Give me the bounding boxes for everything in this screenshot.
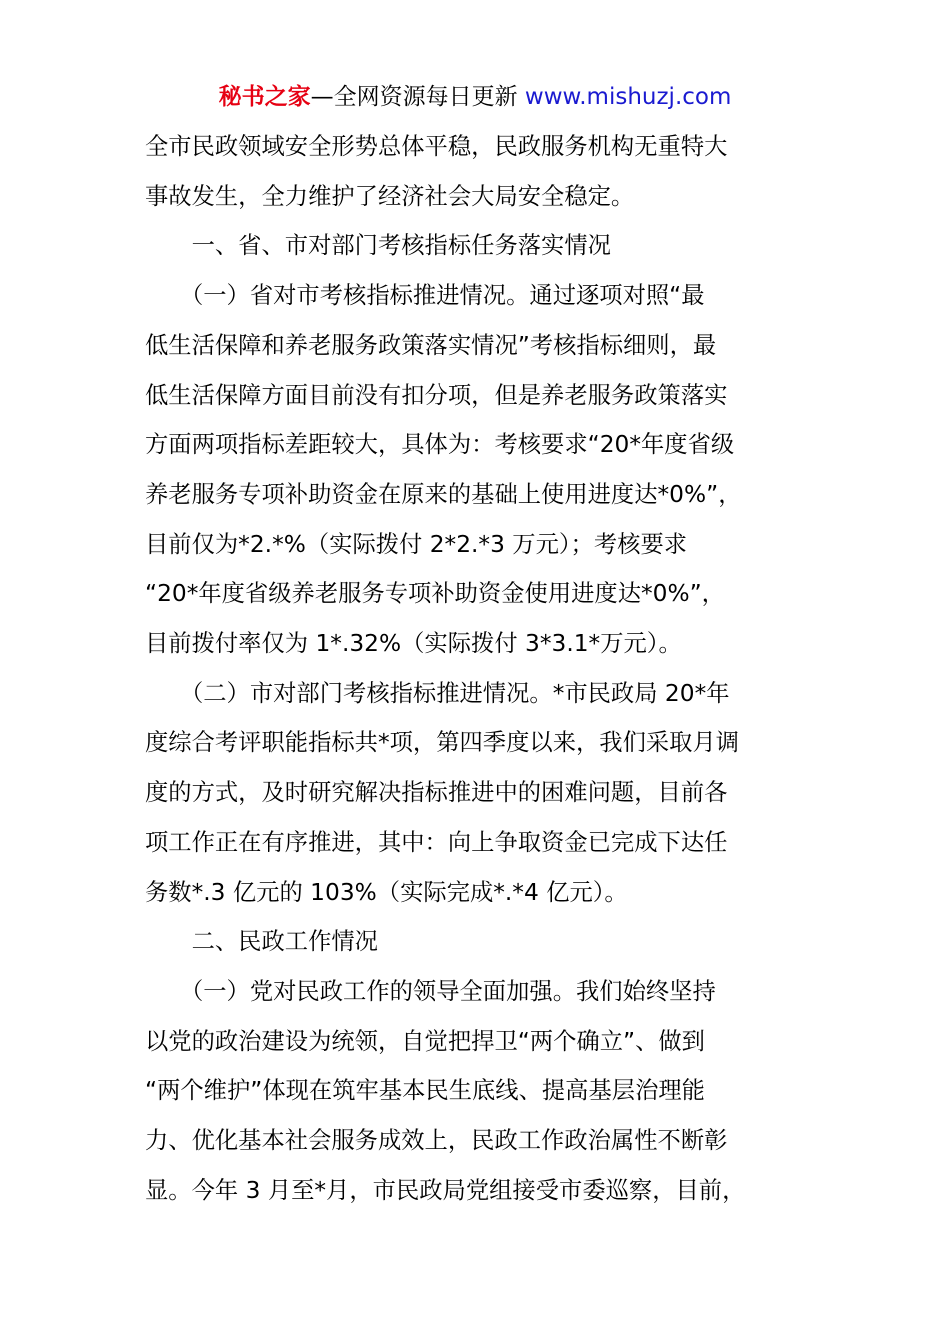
text-line: （一）省对市考核指标推进情况。通过逐项对照“最: [145, 282, 705, 310]
text-line: “20*年度省级养老服务专项补助资金使用进度达*0%”，: [145, 580, 725, 608]
text-line: 力、优化基本社会服务成效上，民政工作政治属性不断彰: [145, 1127, 728, 1155]
text-line: 养老服务专项补助资金在原来的基础上使用进度达*0%”，: [145, 480, 742, 508]
text-line: 度综合考评职能指标共*项，第四季度以来，我们采取月调: [145, 729, 740, 757]
document-body: [145, 122, 815, 1215]
text-line: 以党的政治建设为统领，自觉把捍卫“两个确立”、做到: [145, 1027, 705, 1055]
text-line: 事故发生，全力维护了经济社会大局安全稳定。: [145, 182, 635, 210]
header-slogan: —全网资源每日更新: [310, 84, 525, 110]
text-line: 务数*.3 亿元的 103%（实际完成*.*4 亿元）。: [145, 878, 628, 906]
text-line: 目前仅为*2.*%（实际拨付 2*2.*3 万元）；考核要求: [145, 530, 688, 558]
page-header: [0, 80, 950, 114]
site-url[interactable]: www.mishuzj.com: [524, 84, 732, 110]
text-line: （一）党对民政工作的领导全面加强。我们始终坚持: [145, 977, 716, 1005]
section-heading: 一、省、市对部门考核指标任务落实情况: [145, 232, 611, 260]
text-line: “两个维护”体现在筑牢基本民生底线、提高基层治理能: [145, 1077, 705, 1105]
text-line: （二）市对部门考核指标推进情况。*市民政局 20*年: [145, 679, 730, 707]
text-line: 方面两项指标差距较大，具体为：考核要求“20*年度省级: [145, 431, 735, 459]
text-line: 显。今年 3 月至*月，市民政局党组接受市委巡察，目前，: [145, 1176, 746, 1204]
text-line: 低生活保障和养老服务政策落实情况”考核指标细则，最: [145, 331, 717, 359]
section-heading: 二、民政工作情况: [145, 928, 378, 956]
text-line: 项工作正在有序推进，其中：向上争取资金已完成下达任: [145, 828, 728, 856]
brand-name: 秘书之家: [218, 84, 311, 110]
text-line: 低生活保障方面目前没有扣分项，但是养老服务政策落实: [145, 381, 728, 409]
text-line: 目前拨付率仅为 1*.32%（实际拨付 3*3.1*万元）。: [145, 630, 682, 658]
text-line: 全市民政领域安全形势总体平稳，民政服务机构无重特大: [145, 133, 728, 160]
text-line: 度的方式，及时研究解决指标推进中的困难问题，目前各: [145, 779, 728, 807]
